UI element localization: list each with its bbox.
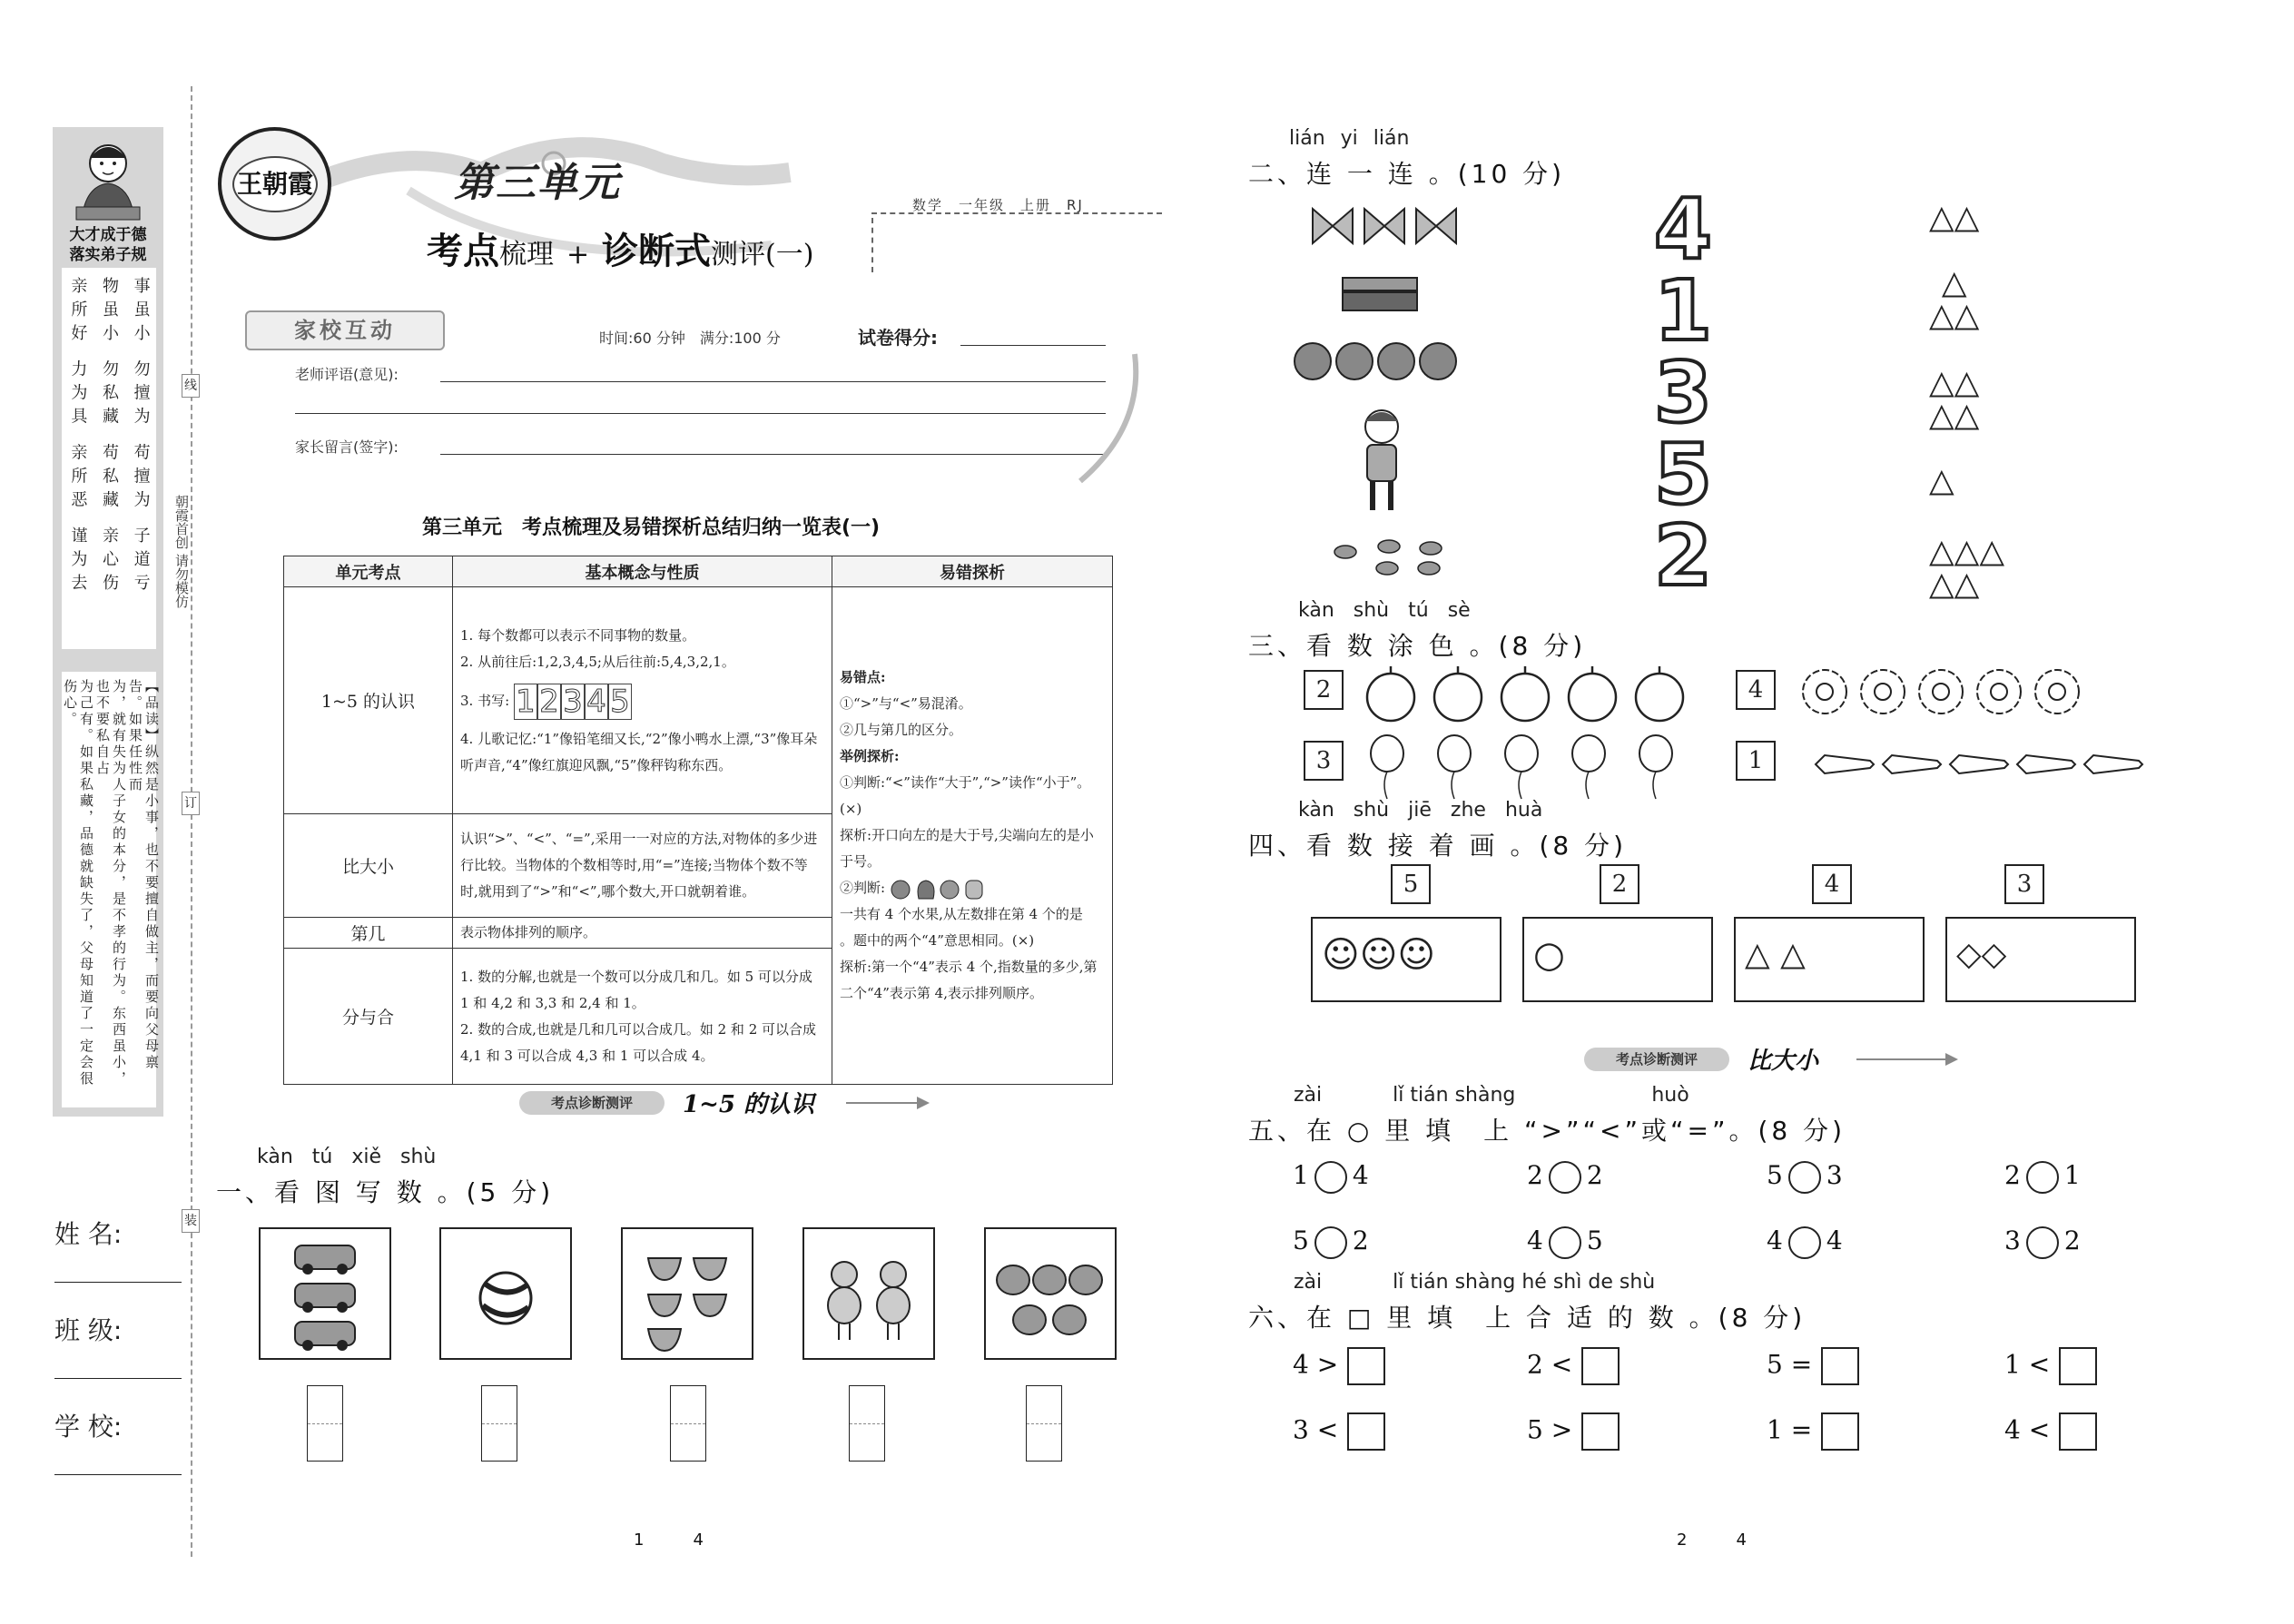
carrot-icon[interactable]: [1807, 746, 2151, 782]
name-field-label: 姓 名:: [54, 1219, 123, 1249]
q2-pinyin: lián yi lián: [1289, 127, 1410, 150]
q5-title: 五、在 ○ 里 填 上 “>”“<”或“=”。(8 分): [1248, 1116, 1846, 1146]
cut-mark: 装: [182, 1209, 200, 1233]
page-number-left: 1 4: [634, 1530, 704, 1550]
fill-item: 4 <: [2004, 1412, 2097, 1451]
concept-cell: 1. 每个数都可以表示不同事物的数量。 2. 从前往后:1,2,3,4,5;从后往前:5,4,3,2,1。 3. 书写: 1 2 3 4 5 4. 儿歌记忆:“1”像铅笔细又长,“2”像小鸭水上漂,“3”像耳朵听声音,“4”像红旗迎风飘,“5”像秤钩称东西。: [453, 587, 832, 814]
section-banner: 考点诊断测评 比大小: [1584, 1044, 1911, 1075]
connect-number: 2: [1654, 507, 1713, 605]
fill-item: 1 <: [2004, 1347, 2097, 1385]
answer-square[interactable]: [1581, 1412, 1620, 1451]
fill-item: 5 >: [1527, 1412, 1620, 1451]
answer-circle[interactable]: [2026, 1161, 2059, 1194]
teacher-comment-field-2[interactable]: [295, 413, 1106, 414]
chick-icon: [804, 1229, 933, 1358]
draw-area[interactable]: ◇◇: [1945, 917, 2136, 1002]
answer-box[interactable]: [1026, 1385, 1062, 1462]
compare-item: 5 2: [1293, 1225, 1369, 1259]
concept-cell: 1. 数的分解,也就是一个数可以分成几和几。如 5 可以分成 1 和 4,2 和 3,3 和 2,4 和 1。 2. 数的合成,也就是几和几可以合成几。如 2 和 2 可以合成 4,1 和 3 可以合成 4,3 和 1 可以合成 4。: [453, 949, 832, 1085]
q4-pinyin: kàn shù jiē zhe huà: [1298, 799, 1543, 822]
error-analysis-cell: 易错点: ①“>”与“<”易混淆。 ②几与第几的区分。 举例探析: ①判断:“<”读作“大于”,“>”读作“小于”。(×) 探析:开口向左的是大于号,尖端向左的是小于号。 ②判断: 一共有 4 个水果,从左数排在第 4 个的是 。题中的两个“4”意思相同。(×) 探析:第一个“4”表示 4 个,指数量的多少,第二个“4”表示第 4,表示排列顺序。: [832, 587, 1113, 1085]
reading-column: 【品读】纵然是小事，也不要擅自做主，而要向父母禀告。如果任性而: [127, 679, 160, 1071]
triangle-group: △ △△: [1929, 264, 1980, 334]
answer-square[interactable]: [1347, 1412, 1385, 1451]
cut-mark: 订: [182, 792, 200, 815]
verse-column: 事虽小 勿擅为 苟擅为 子道亏: [131, 277, 151, 598]
cut-line: [191, 86, 192, 1557]
reading-column: 为，就有失为人子女的本分，是不孝的行为。东西虽小，也不要私自占: [94, 679, 127, 1088]
picture-pumpkins: [984, 1227, 1117, 1360]
table-header: 基本概念与性质: [453, 556, 832, 587]
time-info: 时间:60 分钟 满分:100 分: [599, 330, 781, 347]
pumpkin-icon: [986, 1229, 1115, 1358]
answer-square[interactable]: [2059, 1412, 2097, 1451]
page-number-right: 2 4: [1677, 1530, 1747, 1550]
digit-writing-box: 1 2 3 4 5: [514, 693, 632, 709]
count-box: 1: [1736, 741, 1776, 781]
balloon-icon[interactable]: [1364, 732, 1690, 802]
home-school-badge: 家校互动: [245, 310, 445, 350]
boy-icon: [1353, 407, 1411, 516]
ball-icon: [441, 1229, 570, 1358]
name-field[interactable]: [54, 1282, 182, 1283]
answer-square[interactable]: [2059, 1347, 2097, 1385]
q2-title: 二、连 一 连 。(10 分): [1248, 159, 1566, 189]
verse-column: 物虽小 勿私藏 苟私藏 亲心伤: [99, 277, 119, 598]
class-field-label: 班 级:: [54, 1315, 123, 1345]
picture-chicks: [802, 1227, 935, 1360]
compare-item: 4 4: [1767, 1225, 1843, 1259]
book-meta: 数学 一年级 上册 RJ: [912, 197, 1084, 213]
flower-icon[interactable]: [1799, 666, 2081, 717]
picture-ball: [439, 1227, 572, 1360]
verse-column: 亲所好 力为具 亲所恶 谨为去: [68, 277, 88, 598]
answer-circle[interactable]: [2026, 1226, 2059, 1259]
cut-mark: 线: [182, 374, 200, 398]
side-note: 朝霞首创 请勿模仿: [173, 495, 190, 608]
draw-count-box: 3: [2004, 864, 2044, 904]
fill-item: 2 <: [1527, 1347, 1620, 1385]
fruit-row-icon: [1291, 340, 1472, 383]
school-field[interactable]: [54, 1474, 182, 1475]
triangle-group: △△: [1929, 199, 1980, 236]
count-box: 2: [1304, 670, 1344, 710]
answer-circle[interactable]: [1314, 1226, 1347, 1259]
reading-box: [62, 672, 160, 1107]
q3-title: 三、看 数 涂 色 。(8 分): [1248, 631, 1587, 661]
table-header: 单元考点: [284, 556, 453, 587]
table-header: 易错探析: [832, 556, 1113, 587]
connect-number: 3: [1654, 344, 1713, 441]
summary-table: [283, 556, 1113, 1085]
reading-column: 为己有。如果私藏，品德就缺失了，父母知道了一定会很伤心。: [62, 679, 94, 1088]
score-label: 试卷得分:: [858, 327, 938, 349]
answer-box[interactable]: [307, 1385, 343, 1462]
answer-circle[interactable]: [1549, 1161, 1581, 1194]
teacher-comment-field[interactable]: [440, 381, 1106, 382]
answer-box[interactable]: [481, 1385, 517, 1462]
left-strip: [53, 127, 163, 1117]
teacher-comment-label: 老师评语(意见):: [295, 366, 399, 383]
q3-pinyin: kàn shù tú sè: [1298, 599, 1471, 622]
fill-item: 1 =: [1767, 1412, 1859, 1451]
concept-cell: 表示物体排列的顺序。: [453, 918, 832, 949]
topic-cell: 第几: [284, 918, 453, 949]
answer-box[interactable]: [849, 1385, 885, 1462]
compare-item: 2 1: [2004, 1160, 2081, 1194]
topic-cell: 1~5 的认识: [284, 587, 453, 814]
unit-title: 第三单元: [454, 160, 621, 206]
compare-item: 5 3: [1767, 1160, 1843, 1194]
answer-box[interactable]: [670, 1385, 706, 1462]
q4-title: 四、看 数 接 着 画 。(8 分): [1248, 831, 1628, 861]
connect-number: 1: [1654, 262, 1713, 359]
compare-item: 2 2: [1527, 1160, 1603, 1194]
draw-count-box: 4: [1812, 864, 1852, 904]
connect-number: 5: [1654, 426, 1713, 523]
answer-square[interactable]: [1821, 1412, 1859, 1451]
answer-circle[interactable]: [1314, 1161, 1347, 1194]
triangle-group: △: [1929, 462, 1954, 499]
class-field[interactable]: [54, 1378, 182, 1379]
answer-square[interactable]: [1581, 1347, 1620, 1385]
q6-pinyin: zài lǐ tián shàng hé shì de shù: [1294, 1271, 1656, 1294]
section-banner: 考点诊断测评 1~5 的认识: [519, 1088, 901, 1118]
picture-bowls: [621, 1227, 753, 1360]
fill-item: 4 >: [1293, 1347, 1385, 1385]
candy-icon: [1322, 534, 1458, 579]
summary-title: 第三单元 考点梳理及易错探析总结归纳一览表(一): [422, 517, 881, 539]
bowl-icon: [623, 1229, 752, 1358]
q1-title: 一、看 图 写 数 。(5 分): [216, 1177, 555, 1207]
motto: 大才成于德 落实弟子规: [69, 226, 147, 264]
compare-item: 4 5: [1527, 1225, 1603, 1259]
fruit-icons: [890, 880, 989, 896]
books-icon: [1339, 274, 1421, 314]
publisher-logo: 王朝霞: [218, 127, 331, 241]
triangle-group: △△△ △△: [1929, 533, 2005, 603]
apple-icon[interactable]: [1364, 663, 1690, 723]
answer-square[interactable]: [1347, 1347, 1385, 1385]
fill-item: 3 <: [1293, 1412, 1385, 1451]
count-box: 4: [1736, 670, 1776, 710]
draw-count-box: 2: [1600, 864, 1639, 904]
topic-cell: 分与合: [284, 949, 453, 1085]
verse-box: [62, 268, 156, 649]
corner-swirl: [1044, 345, 1153, 490]
draw-area[interactable]: ○: [1522, 917, 1713, 1002]
draw-area[interactable]: ☺☺☺: [1311, 917, 1501, 1002]
student-cartoon-icon: [73, 136, 143, 222]
q1-pinyin: kàn tú xiě shù: [257, 1146, 437, 1168]
topic-cell: 比大小: [284, 814, 453, 918]
q5-pinyin: zài lǐ tián shàng huò: [1294, 1084, 1689, 1107]
picture-cars: [259, 1227, 391, 1360]
compare-item: 1 4: [1293, 1160, 1369, 1194]
parent-comment-label: 家长留言(签字):: [295, 438, 399, 456]
compare-item: 3 2: [2004, 1225, 2081, 1259]
count-box: 3: [1304, 741, 1344, 781]
q6-title: 六、在 □ 里 填 上 合 适 的 数 。(8 分): [1248, 1303, 1807, 1333]
parent-comment-field[interactable]: [440, 454, 1106, 455]
car-icon: [261, 1229, 389, 1358]
triangle-group: △△ △△: [1929, 364, 1980, 434]
connect-number: 4: [1654, 181, 1713, 278]
draw-count-box: 5: [1391, 864, 1431, 904]
concept-cell: 认识“>”、“<”、“=”,采用一一对应的方法,对物体的多少进行比较。当物体的个数相等时,用“=”连接;当物体个数不等时,就用到了“>”和“<”,哪个数大,开口就朝着谁。: [453, 814, 832, 918]
answer-circle[interactable]: [1788, 1226, 1821, 1259]
answer-circle[interactable]: [1788, 1161, 1821, 1194]
fill-item: 5 =: [1767, 1347, 1859, 1385]
answer-square[interactable]: [1821, 1347, 1859, 1385]
answer-circle[interactable]: [1549, 1226, 1581, 1259]
butterfly-icon: [1307, 202, 1462, 251]
page-subtitle: 考点梳理 + 诊断式测评(一): [427, 230, 814, 272]
draw-area[interactable]: △ △: [1734, 917, 1925, 1002]
school-field-label: 学 校:: [54, 1412, 123, 1442]
